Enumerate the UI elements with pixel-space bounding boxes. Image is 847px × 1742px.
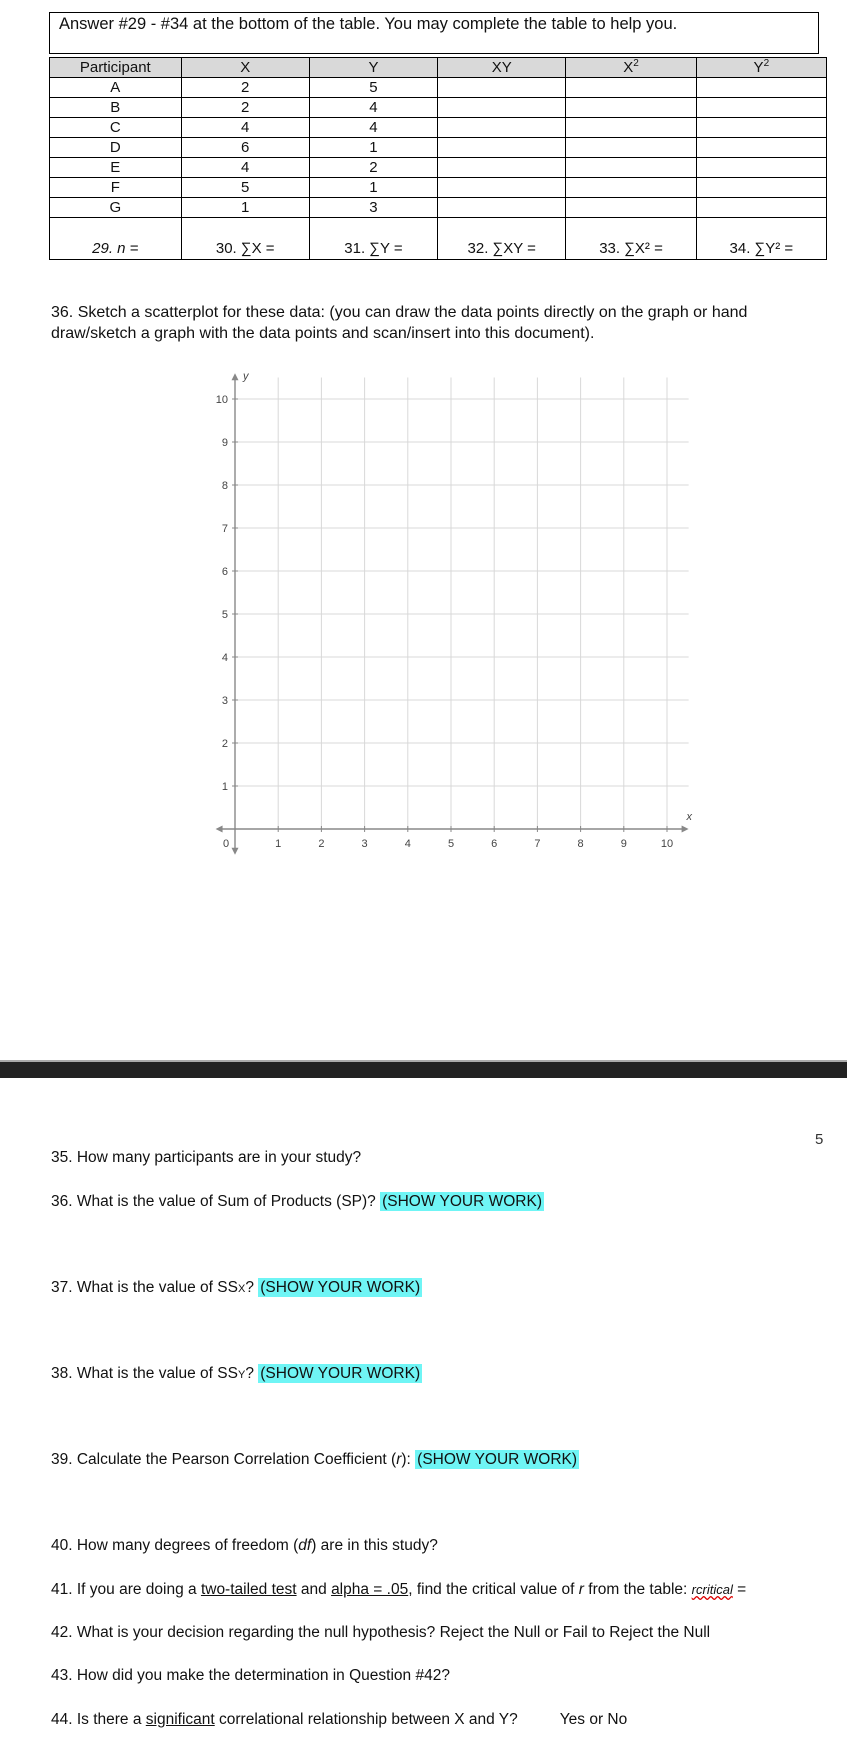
y-tick-label: 8 — [221, 480, 228, 492]
header-y-squared-label: Y — [753, 59, 764, 76]
show-work-highlight: (SHOW YOUR WORK) — [260, 1279, 421, 1296]
x-tick-label: 2 — [318, 838, 325, 850]
question-41-mid: , find the critical value of — [408, 1581, 579, 1598]
x-tick-label: 10 — [660, 838, 674, 850]
cell-x: 4 — [181, 158, 309, 178]
y-axis-arrow-down — [232, 848, 239, 855]
cell-y: 4 — [309, 118, 437, 138]
header-x-squared-label: X — [623, 59, 634, 76]
question-37-sub: X — [237, 1283, 246, 1295]
two-tailed-underline: two-tailed test — [200, 1581, 297, 1598]
cell-x: 6 — [181, 138, 309, 158]
cell-participant: G — [50, 198, 182, 218]
cell-y: 1 — [309, 138, 437, 158]
header-participant: Participant — [50, 58, 182, 78]
question-41 — [51, 1580, 746, 1600]
cell-participant: B — [50, 98, 182, 118]
r-critical-label: rcritical — [691, 1582, 733, 1597]
x-tick-label: 7 — [534, 838, 541, 850]
question-41-equals: = — [732, 1581, 747, 1598]
x-tick-label: 8 — [577, 838, 584, 850]
y-axis-arrow-up — [232, 373, 239, 380]
cell-participant: D — [50, 138, 182, 158]
show-work-highlight: (SHOW YOUR WORK) — [417, 1451, 578, 1468]
x-axis-arrow-left — [216, 826, 223, 833]
cell-y: 5 — [309, 78, 437, 98]
cell-y: 3 — [309, 198, 437, 218]
question-41-end: from the table: — [583, 1581, 692, 1598]
x-tick-label: 0 — [222, 838, 230, 850]
question-36-text: 36. What is the value of Sum of Products (SP)? — [51, 1193, 376, 1210]
cell-x: 1 — [181, 198, 309, 218]
sum-x[interactable]: 30. ∑X = — [181, 218, 309, 260]
y-tick-label: 1 — [221, 781, 228, 793]
cell-x: 2 — [181, 78, 309, 98]
y-tick-label: 10 — [215, 394, 228, 406]
superscript: 2 — [633, 58, 639, 69]
y-tick-label: 5 — [221, 609, 228, 621]
cell-x: 4 — [181, 118, 309, 138]
cell-x: 2 — [181, 98, 309, 118]
header-x: X — [181, 58, 309, 78]
sum-y[interactable]: 31. ∑Y = — [309, 218, 437, 260]
question-40-end: ) are in this study? — [311, 1537, 438, 1554]
y-axis-label: y — [243, 370, 249, 383]
question-43: 43. How did you make the determination in Question #42? — [51, 1667, 450, 1684]
df-symbol: df — [298, 1537, 312, 1554]
question-37 — [51, 1278, 422, 1299]
question-44 — [51, 1710, 627, 1730]
cell-participant: C — [50, 118, 182, 138]
header-xy: XY — [438, 58, 566, 78]
x-tick-label: 5 — [447, 838, 455, 850]
cell-participant: E — [50, 158, 182, 178]
question-38-text: 38. What is the value of SS — [51, 1365, 238, 1382]
show-work-highlight: (SHOW YOUR WORK) — [260, 1365, 421, 1382]
question-42: 42. What is your decision regarding the null hypothesis? Reject the Null or Fail to Reject the Null — [51, 1624, 711, 1641]
question-39 — [51, 1450, 579, 1470]
question-41-and: and — [296, 1581, 332, 1598]
x-tick-label: 1 — [275, 838, 282, 850]
question-37-text: 37. What is the value of SS — [51, 1279, 238, 1296]
cell-participant: F — [50, 178, 182, 198]
scatter-prompt: 36. Sketch a scatterplot for these data: (you can draw the data points directly on the graph or hand draw/sketch a graph with the data points and scan/insert into this document). — [51, 304, 748, 342]
y-tick-label: 6 — [221, 566, 228, 578]
alpha-underline: alpha = .05 — [331, 1581, 409, 1598]
header-y: Y — [309, 58, 437, 78]
cell-participant: A — [50, 78, 182, 98]
x-tick-label: 6 — [491, 838, 498, 850]
y-tick-label: 4 — [221, 652, 228, 664]
cell-y: 2 — [309, 158, 437, 178]
question-40-text: 40. How many degrees of freedom ( — [51, 1537, 299, 1554]
sum-y-squared[interactable]: 34. ∑Y² = — [696, 218, 826, 260]
question-36 — [51, 1192, 544, 1212]
question-mark: ? — [245, 1279, 254, 1296]
sum-xy[interactable]: 32. ∑XY = — [438, 218, 566, 260]
show-work-highlight: (SHOW YOUR WORK) — [382, 1193, 542, 1210]
instructions-text: Answer #29 - #34 at the bottom of the table. You may complete the table to help you. — [59, 15, 678, 33]
question-41-text: 41. If you are doing a — [51, 1581, 201, 1598]
y-tick-label: 7 — [221, 523, 228, 535]
question-40 — [51, 1536, 438, 1556]
question-44-end: correlational relationship between X and Y? — [214, 1711, 518, 1728]
question-38-sub: Y — [237, 1369, 246, 1381]
x-tick-label: 3 — [361, 838, 368, 850]
r-symbol: r — [578, 1581, 584, 1598]
y-tick-label: 3 — [221, 695, 228, 707]
page-number: 5 — [815, 1131, 824, 1148]
x-axis-label: x — [686, 811, 692, 823]
question-39-text: 39. Calculate the Pearson Correlation Coefficient ( — [51, 1451, 397, 1468]
page-divider — [0, 1060, 847, 1078]
cell-y: 1 — [309, 178, 437, 198]
sum-x-squared[interactable]: 33. ∑X² = — [566, 218, 696, 260]
y-tick-label: 9 — [221, 437, 228, 449]
cell-y: 4 — [309, 98, 437, 118]
r-symbol: r — [396, 1451, 402, 1468]
question-mark: ? — [245, 1365, 254, 1382]
significant-underline: significant — [145, 1711, 215, 1728]
question-39-end: ): — [401, 1451, 411, 1468]
sum-n-label: 29. n = — [92, 240, 139, 257]
cell-x: 5 — [181, 178, 309, 198]
yes-or-no-choice: Yes or No — [559, 1711, 628, 1728]
superscript: 2 — [763, 58, 770, 69]
x-tick-label: 9 — [620, 838, 627, 850]
y-tick-label: 2 — [221, 738, 228, 750]
question-35: 35. How many participants are in your study? — [51, 1149, 362, 1166]
question-38 — [51, 1364, 422, 1385]
x-axis-arrow-right — [682, 826, 689, 833]
question-44-text: 44. Is there a — [51, 1711, 146, 1728]
x-tick-label: 4 — [404, 838, 411, 850]
